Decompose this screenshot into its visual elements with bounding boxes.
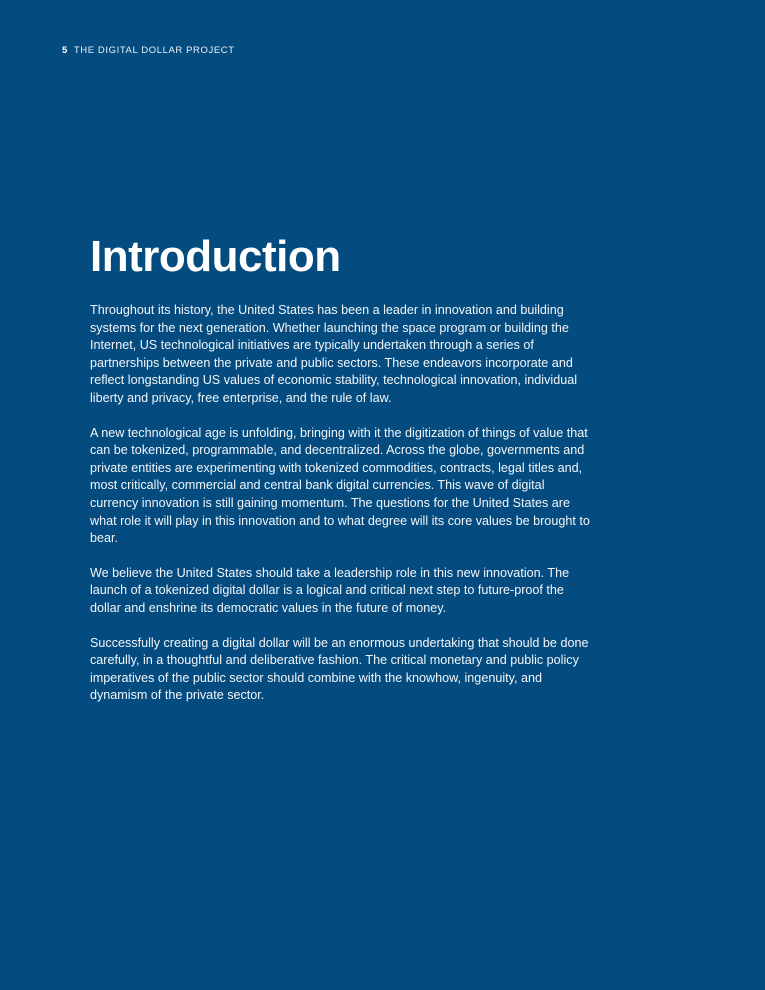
publication-title: THE DIGITAL DOLLAR PROJECT xyxy=(73,45,235,56)
page-title: Introduction xyxy=(90,232,341,281)
paragraph-3: We believe the United States should take a leadership role in this new innovation. The launch of a tokenized digital dollar is a logical and critical next step to future-proof the dollar and enshrine its democratic values in the future of money. xyxy=(90,565,570,615)
paragraph-1: Throughout its history, the United States has been a leader in innovation and building systems for the next generation. Whether launching the space program or building the Internet, US technological initiatives are typically undertaken through a series of partnerships between the private and public sectors. These endeavors incorporate and reflect longstanding US values of economic stability, technological innovation, individual liberty and privacy, free enterprise, and the rule of law. xyxy=(90,303,578,405)
paragraph-4: Successfully creating a digital dollar will be an enormous undertaking that should be done carefully, in a thoughtful and deliberative fashion. The critical monetary and public policy imperatives of the public sector should combine with the knowhow, ingenuity, and dynamism of the private sector. xyxy=(90,635,589,703)
running-header xyxy=(62,45,235,57)
paragraph-2: A new technological age is unfolding, bringing with it the digitization of things of value that can be tokenized, programmable, and decentralized. Across the globe, governments and private entities are experimenting with tokenized commodities, contracts, legal titles and, most critically, commercial and central bank digital currencies. This wave of digital currency innovation is still gaining momentum. The questions for the United States are what role it will play in this innovation and to what degree will its core values be brought to bear. xyxy=(90,425,590,546)
body-text xyxy=(90,302,590,722)
page-number: 5 xyxy=(62,45,68,56)
